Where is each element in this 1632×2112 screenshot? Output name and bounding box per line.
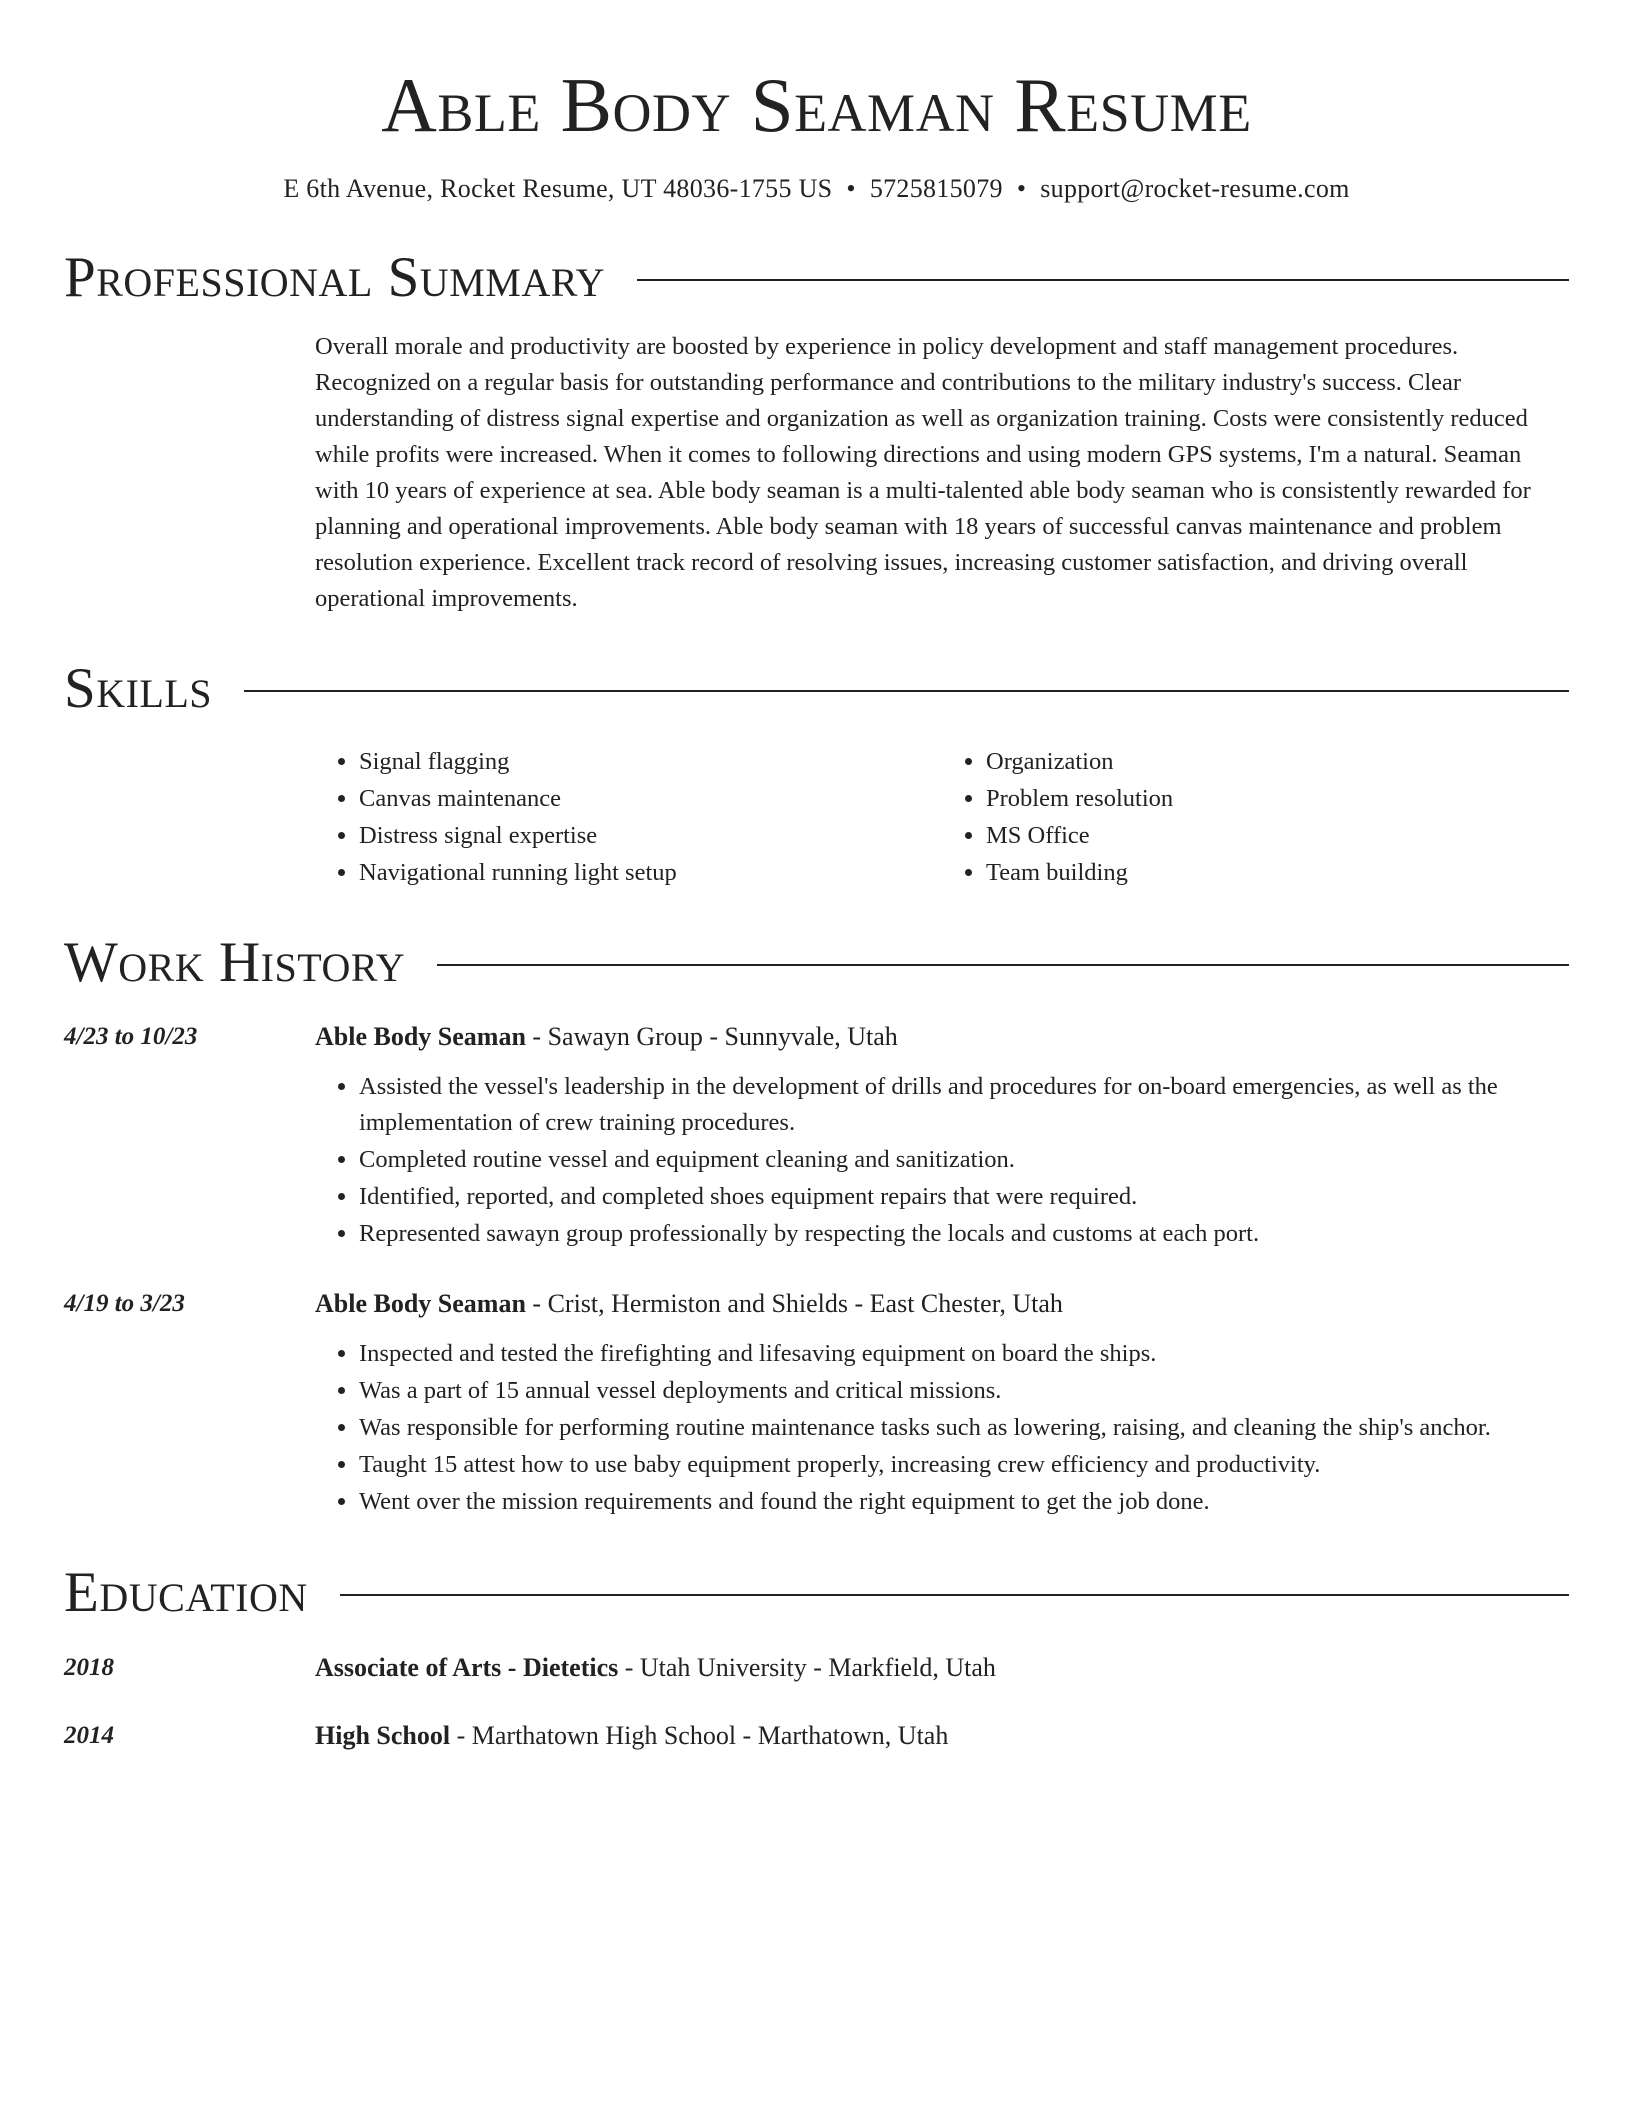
contact-line bbox=[64, 172, 1569, 206]
job-entry bbox=[64, 1287, 1569, 1521]
education-school: - Marthatown High School - Marthatown, Utah bbox=[450, 1721, 949, 1750]
job-title: Able Body Seaman bbox=[315, 1022, 526, 1051]
job-bullet: • Completed routine vessel and equipment cleaning and sanitization. bbox=[359, 1142, 1569, 1178]
contact-email: support@rocket-resume.com bbox=[1040, 174, 1350, 203]
job-bullets bbox=[315, 1069, 1569, 1252]
summary-heading: Professional Summary bbox=[64, 246, 606, 309]
skill-item: • Team building bbox=[986, 854, 1569, 891]
job-heading bbox=[315, 1020, 1569, 1054]
education-school: - Utah University - Markfield, Utah bbox=[618, 1653, 996, 1682]
job-content bbox=[315, 1020, 1569, 1253]
skill-item: • MS Office bbox=[986, 817, 1569, 854]
section-divider bbox=[637, 279, 1569, 281]
section-divider bbox=[244, 690, 1569, 692]
job-heading bbox=[315, 1287, 1569, 1321]
education-degree: Associate of Arts - Dietetics bbox=[315, 1653, 619, 1682]
job-bullet: • Was responsible for performing routine maintenance tasks such as lowering, raising, and cleaning the ship's anchor. bbox=[359, 1410, 1569, 1446]
contact-separator: • bbox=[846, 174, 856, 203]
contact-phone: 5725815079 bbox=[869, 174, 1003, 203]
job-bullet: • Taught 15 attest how to use baby equipment properly, increasing crew efficiency and productivity. bbox=[359, 1447, 1569, 1483]
job-bullet: • Was a part of 15 annual vessel deployments and critical missions. bbox=[359, 1373, 1569, 1409]
skills-heading: Skills bbox=[64, 657, 213, 720]
job-bullet: • Inspected and tested the firefighting and lifesaving equipment on board the ships. bbox=[359, 1336, 1569, 1372]
section-divider bbox=[437, 964, 1569, 966]
page-title: Able Body Seaman Resume bbox=[381, 62, 1252, 148]
education-year: 2014 bbox=[64, 1722, 114, 1749]
skill-item: • Canvas maintenance bbox=[359, 780, 942, 817]
education-heading-line bbox=[315, 1651, 996, 1685]
job-bullet: • Identified, reported, and completed shoes equipment repairs that were required. bbox=[359, 1179, 1569, 1215]
education-entry bbox=[64, 1651, 1569, 1685]
skills-column-right bbox=[942, 743, 1569, 891]
job-employer: - Crist, Hermiston and Shields - East Chester, Utah bbox=[525, 1289, 1063, 1318]
skill-item: • Signal flagging bbox=[359, 743, 942, 780]
job-dates: 4/23 to 10/23 bbox=[64, 1023, 198, 1050]
job-bullet: • Assisted the vessel's leadership in the development of drills and procedures for on-board emergencies, as well as the implementation of crew training procedures. bbox=[359, 1069, 1569, 1141]
skill-item: • Problem resolution bbox=[986, 780, 1569, 817]
section-divider bbox=[340, 1594, 1569, 1596]
contact-separator: • bbox=[1016, 174, 1027, 203]
work-section-header bbox=[64, 933, 1569, 993]
skill-item: • Distress signal expertise bbox=[359, 817, 942, 854]
contact-address: E 6th Avenue, Rocket Resume, UT 48036-1755 US bbox=[283, 174, 833, 203]
work-heading: Work History bbox=[64, 931, 406, 994]
job-employer: - Sawayn Group - Sunnyvale, Utah bbox=[525, 1022, 898, 1051]
job-content bbox=[315, 1287, 1569, 1521]
skill-item: • Organization bbox=[986, 743, 1569, 780]
education-year: 2018 bbox=[64, 1654, 114, 1681]
education-heading-line bbox=[315, 1719, 948, 1753]
summary-section-header bbox=[64, 248, 1569, 308]
job-title: Able Body Seaman bbox=[315, 1289, 526, 1318]
education-section-header bbox=[64, 1563, 1569, 1623]
job-entry bbox=[64, 1020, 1569, 1253]
job-bullet: • Went over the mission requirements and found the right equipment to get the job done. bbox=[359, 1484, 1569, 1520]
job-bullet: • Represented sawayn group professionally by respecting the locals and customs at each port. bbox=[359, 1216, 1569, 1252]
skill-item: • Navigational running light setup bbox=[359, 854, 942, 891]
skills-section-header bbox=[64, 659, 1569, 719]
summary-text: Overall morale and productivity are boosted by experience in policy development and staff management procedures. Recognized on a regular basis for outstanding performance and contributions to the military industry's success. Clear understanding of distress signal expertise and organization as well as organization training. Costs were consistently reduced while profits were increased. When it comes to following directions and using modern GPS systems, I'm a natural. Seaman with 10 years of experience at sea. Able body seaman is a multi-talented able body seaman who is consistently rewarded for planning and operational improvements. Able body seaman with 18 years of successful canvas maintenance and problem resolution experience. Excellent track record of resolving issues, increasing customer satisfaction, and driving overall operational improvements. bbox=[315, 333, 1531, 612]
skills-column-left bbox=[315, 743, 942, 891]
job-bullets bbox=[315, 1336, 1569, 1520]
skills-list bbox=[315, 743, 1569, 891]
education-entry bbox=[64, 1719, 1569, 1753]
resume-page bbox=[64, 0, 1569, 1753]
education-heading: Education bbox=[64, 1561, 308, 1624]
job-dates: 4/19 to 3/23 bbox=[64, 1290, 185, 1317]
education-degree: High School bbox=[315, 1721, 451, 1750]
